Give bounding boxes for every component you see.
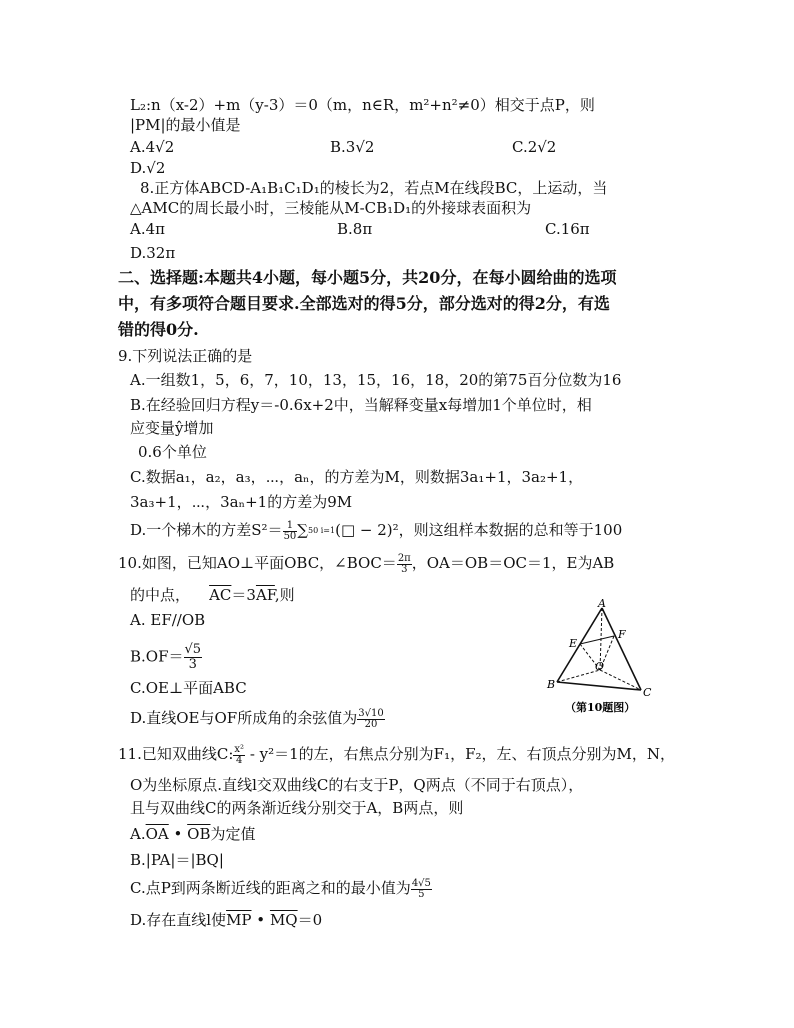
q11-d-suffix: ＝0 [297, 911, 323, 929]
q10-option-d [130, 708, 385, 730]
q8-line2: △AMC的周长最小时，三棱能从M-CB₁D₁的外接球表面积为 [130, 199, 532, 217]
q8-option-a: A.4π [130, 220, 166, 238]
q10-option-b [130, 643, 202, 672]
q11-line2: O为坐标原点.直线l交双曲线C的右支于P，Q两点（不同于右顶点）， [130, 776, 584, 794]
q8-option-b: B.8π [337, 220, 373, 238]
q11-fraction [233, 745, 245, 766]
q7-line1: L₂:n（x-2）+m（y-3）＝0（m，n∈R，m²+n²≠0）相交于点P，则 [130, 96, 595, 114]
q10-vector-af: $\overline{AF}$ [255, 586, 275, 604]
q10-figure [545, 598, 665, 716]
q10-b-fraction [184, 643, 203, 672]
label-c: C [643, 686, 652, 699]
q10-d-prefix: D.直线OE与OF所成角的余弦值为 [130, 709, 358, 727]
q11-a-dot: • [173, 825, 183, 843]
q9-d-sum: ∑ [297, 521, 309, 539]
q9-option-d [130, 520, 622, 542]
q11-d-dot: • [256, 911, 266, 929]
q8-option-d: D.32π [130, 244, 176, 262]
q11-a-suffix: 为定值 [210, 825, 256, 843]
q11-line1-prefix: 11.已知双曲线C: [118, 745, 234, 763]
edge-ac [602, 608, 641, 690]
q9-option-c-line1: C.数据a₁，a₂，a₃，⋯，aₙ，的方差为M，则数据3a₁+1，3a₂+1， [130, 468, 584, 486]
q10-angle-num: 2π [397, 552, 411, 564]
q9-d-fraction [283, 521, 298, 542]
q10-line1-suffix: ，OA＝OB＝OC＝1，E为AB [411, 554, 615, 572]
q11-line1-suffix: - y²＝1的左，右焦点分别为F₁，F₂，左、右顶点分别为M，N， [245, 745, 676, 763]
q11-d-vec2: $\overline{MQ}$ [269, 911, 298, 929]
q10-line1-prefix: 10.如图，已知AO⊥平面OBC，∠BOC＝ [118, 554, 397, 572]
section2-line2: 中，有多项符合题目要求.全部选对的得5分，部分选对的得2分，有选 [118, 294, 610, 313]
q9-d-frac-num: 1 [283, 521, 298, 532]
q11-c-fraction [411, 879, 432, 900]
q11-a-vec2: $\overline{OB}$ [187, 825, 211, 843]
q10-option-c: C.OE⊥平面ABC [130, 679, 247, 697]
section2-line1: 二、选择题:本题共4小题，每小题5分，共20分，在每小圆给曲的选项 [118, 268, 617, 287]
q11-frac-den: 4 [236, 754, 243, 766]
q9-d-prefix: D.一个梯木的方差S²＝ [130, 521, 283, 539]
q10-line1 [118, 553, 614, 575]
label-a: A [598, 598, 606, 610]
section2-line3: 错的得0分. [118, 320, 199, 339]
q11-a-prefix: A. [130, 825, 146, 843]
edge-bc [557, 682, 641, 690]
q9-stem: 9.下列说法正确的是 [118, 347, 253, 365]
q10-angle-fraction [397, 554, 412, 575]
q8-option-c: C.16π [545, 220, 590, 238]
q11-option-a [130, 824, 256, 844]
q7-option-d: D.√2 [130, 159, 166, 177]
q7-option-c: C.2√2 [512, 138, 557, 156]
q9-option-b-line3: 0.6个单位 [138, 443, 207, 461]
q9-option-b-line1: B.在经验回归方程y＝-0.6x+2中，当解释变量x每增加1个单位时，相 [130, 396, 592, 414]
q10-option-a: A. EF//OB [130, 611, 206, 629]
q9-option-c-line2: 3a₃+1，⋯，3aₙ+1的方差为9M [130, 493, 353, 511]
q10-d-num: 3√10 [358, 707, 384, 719]
figure-caption: （第10题图） [565, 701, 636, 714]
q7-option-b: B.3√2 [330, 138, 375, 156]
q11-d-vec1: $\overline{MP}$ [226, 911, 252, 929]
q10-eq: ＝3 [231, 586, 256, 604]
q11-option-d [130, 910, 322, 930]
q10-b-den: 3 [188, 657, 197, 672]
q11-d-prefix: D.存在直线l使 [130, 911, 227, 929]
q9-d-frac-den: 50 [283, 530, 297, 542]
q11-frac-num: x² [234, 743, 245, 755]
q9-option-b-line2: 应变量ŷ增加 [130, 419, 214, 437]
q10-d-den: 20 [364, 718, 378, 730]
q11-c-den: 5 [418, 888, 425, 900]
q11-option-b: B.|PA|＝|BQ| [130, 851, 224, 869]
q10-d-fraction [357, 709, 384, 730]
q10-angle-den: 3 [401, 563, 408, 575]
label-b: B [547, 678, 556, 691]
q10-line2-suffix: ,则 [274, 586, 295, 604]
label-f: F [618, 628, 626, 641]
q7-option-a: A.4√2 [130, 138, 175, 156]
q9-option-a: A.一组数1，5，6，7，10，13，15，16，18，20的第75百分位数为16 [130, 371, 622, 389]
q7-line2: |PM|的最小值是 [130, 116, 241, 134]
q10-line2 [130, 585, 295, 605]
label-e: E [569, 637, 578, 650]
q10-line2-prefix: 的中点， [130, 586, 191, 604]
label-o: O [595, 660, 605, 673]
q11-a-vec1: $\overline{OA}$ [145, 825, 169, 843]
q10-vector-ac: $\overline{AC}$ [209, 586, 232, 604]
q11-line3: 且与双曲线C的两条渐近线分别交于A，B两点，则 [130, 799, 464, 817]
q10-b-num: √5 [184, 642, 202, 657]
q11-c-prefix: C.点P到两条断近线的距离之和的最小值为 [130, 879, 411, 897]
q10-b-prefix: B.OF＝ [130, 647, 184, 666]
q11-option-c [130, 878, 432, 900]
q11-line1 [118, 744, 675, 766]
q8-line1: 8.正方体ABCD-A₁B₁C₁D₁的棱长为2，若点M在线段BC，上运动，当 [140, 179, 608, 197]
q9-d-sum-limits: 50 i=1 [308, 526, 336, 535]
q11-c-num: 4√5 [411, 877, 431, 889]
q9-d-suffix: (□ − 2)²，则这组样本数据的总和等于100 [335, 521, 623, 539]
